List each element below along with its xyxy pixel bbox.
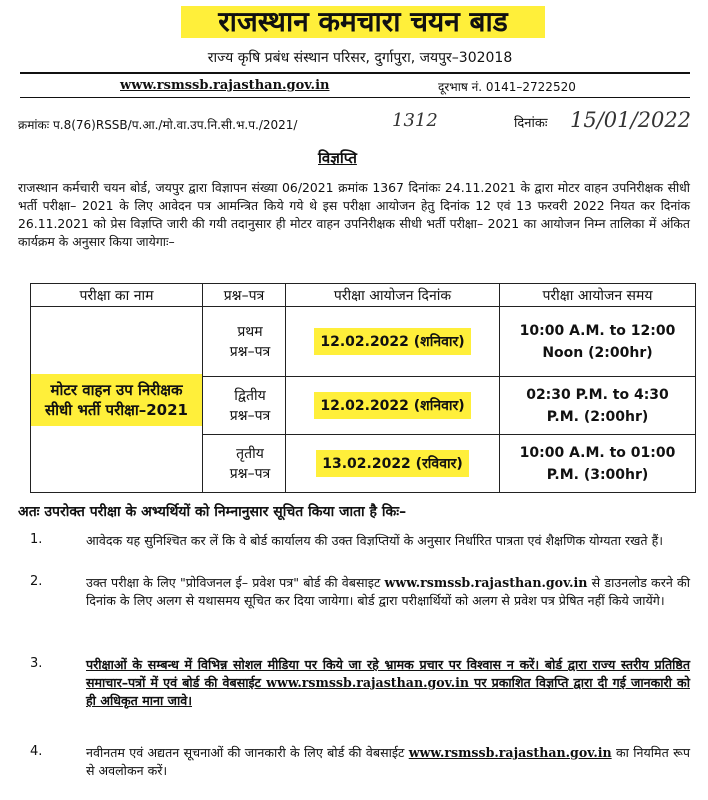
date-handwritten: 15/01/2022 (570, 108, 692, 132)
header-exam-name: परीक्षा का नाम (31, 284, 203, 307)
item-text (86, 744, 690, 780)
time-cell (500, 307, 696, 377)
exam-name-cell (31, 307, 203, 493)
notice-title: विज्ञप्ति (318, 149, 357, 167)
time-cell (500, 377, 696, 435)
date-label: दिनांकः (514, 116, 548, 131)
paper-label: प्रश्न–पत्र (229, 465, 271, 482)
item-number: 3. (30, 656, 43, 671)
website-link[interactable]: www.rsmssb.rajasthan.gov.in (120, 78, 330, 93)
table-header-row (31, 284, 696, 307)
paper-label: प्रश्न–पत्र (229, 343, 271, 360)
header-divider (20, 72, 690, 74)
exam-time: 10:00 A.M. to 12:00 (519, 322, 676, 339)
header-divider-lower (20, 97, 690, 98)
exam-date: 12.02.2022 (शनिवार) (314, 328, 470, 355)
website-link[interactable]: www.rsmssb.rajasthan.gov.in (384, 575, 588, 590)
date-cell (286, 435, 500, 493)
paper-cell (203, 435, 286, 493)
phone-number: दूरभाष नं. 0141–2722520 (438, 80, 576, 94)
paper-label: प्रथम (237, 323, 263, 340)
header-exam-date: परीक्षा आयोजन दिनांक (286, 284, 500, 307)
exam-schedule-table (30, 283, 696, 493)
item-text-part: का नियमित रूप से अवलोकन करें। (86, 745, 691, 778)
exam-date: 12.02.2022 (शनिवार) (314, 392, 470, 419)
date-cell (286, 377, 500, 435)
date-cell (286, 307, 500, 377)
header-paper: प्रश्न–पत्र (203, 284, 286, 307)
item-text-part: पर प्रकाशित विज्ञप्ति द्वारा दी गई जानकारी को ही अधिकृत माना जावे। (86, 675, 690, 708)
item-text (86, 574, 690, 610)
item-text (86, 656, 690, 710)
board-title: राजस्थान कमचारा चयन बाड (218, 5, 508, 38)
item-text-part: परीक्षाओं के सम्बन्ध में विभिन्न सोशल मीडिया पर किये जा रहे भ्रामक प्रचार पर विश्वास न करें। बोर्ड द्वारा राज्य स्तरीय प्रतिष्ठित समाचार–पत्रों में एवं बोर्ड की वेबसाईट (86, 657, 690, 690)
item-text-part: उक्त परीक्षा के लिए "प्रोविजनल ई– प्रवेश पत्र" बोर्ड की वेबसाइट (86, 575, 381, 590)
time-cell (500, 435, 696, 493)
board-address: राज्य कृषि प्रबंध संस्थान परिसर, दुर्गापुरा, जयपुर–302018 (207, 50, 513, 66)
item-text: आवेदक यह सुनिश्चित कर लें कि वे बोर्ड कार्यालय की उक्त विज्ञप्तियों के अनुसार निर्धारित पात्रता एवं शैक्षणिक योग्यता रखते हैं। (86, 533, 664, 548)
exam-name: मोटर वाहन उप निरीक्षक सीधी भर्ती परीक्षा–2021 (31, 374, 202, 426)
paper-label: तृतीय (236, 445, 264, 462)
exam-date: 13.02.2022 (रविवार) (316, 450, 469, 477)
item-text-part: नवीनतम एवं अद्यतन सूचनाओं की जानकारी के लिए बोर्ड की वेबसाईट (86, 745, 405, 760)
reference-number-handwritten: 1312 (392, 110, 438, 131)
item-text-part: से डाउनलोड करने की दिनांक के लिए अलग से यथासमय सूचित कर दिया जायेगा। बोर्ड द्वारा परीक्षार्थियों को अलग से प्रवेश पत्र प्रेषित नहीं किये जायेंगे। (86, 575, 690, 608)
exam-time: 02:30 P.M. to 4:30 (526, 386, 669, 403)
reference-number-label: क्रमांकः प.8(76)RSSB/प.आ./मो.वा.उप.नि.सी.भ.प./2021/ (18, 118, 298, 132)
exam-time: P.M. (3:00hr) (546, 466, 649, 483)
paper-cell (203, 377, 286, 435)
item-number: 4. (30, 744, 43, 759)
website-link[interactable]: www.rsmssb.rajasthan.gov.in (266, 675, 470, 690)
table-row (31, 307, 696, 377)
paper-label: द्वितीय (234, 387, 266, 404)
website-link[interactable]: www.rsmssb.rajasthan.gov.in (408, 745, 612, 760)
exam-time: Noon (2:00hr) (542, 344, 653, 361)
item-number: 2. (30, 574, 43, 589)
paper-cell (203, 307, 286, 377)
item-number: 1. (30, 532, 43, 547)
notice-line: अतः उपरोक्त परीक्षा के अभ्यर्थियों को निम्नानुसार सूचित किया जाता है किः– (18, 504, 407, 520)
intro-paragraph: राजस्थान कर्मचारी चयन बोर्ड, जयपुर द्वारा विज्ञापन संख्या 06/2021 क्रमांक 1367 दिनांकः 24.11.2021 के द्वारा मोटर वाहन उपनिरीक्षक सीधी भर्ती परीक्षा– 2021 के लिए आवेदन पत्र आमन्त्रित किये गये थे इस परीक्षा आयोजन हेतु दिनांक 12 एवं 13 फरवरी 2022 नियत कर दिनांक 26.11.2021 को प्रेस विज्ञप्ति जारी की गयी तदानुसार ही मोटर वाहन उपनिरीक्षक सीधी भर्ती परीक्षा– 2021 का आयोजन निम्न तालिका में अंकित कार्यक्रम के अनुसार किया जायेगाः– (18, 180, 690, 249)
exam-time: P.M. (2:00hr) (546, 408, 649, 425)
paper-label: प्रश्न–पत्र (229, 407, 271, 424)
header-exam-time: परीक्षा आयोजन समय (500, 284, 696, 307)
exam-time: 10:00 A.M. to 01:00 (519, 444, 676, 461)
